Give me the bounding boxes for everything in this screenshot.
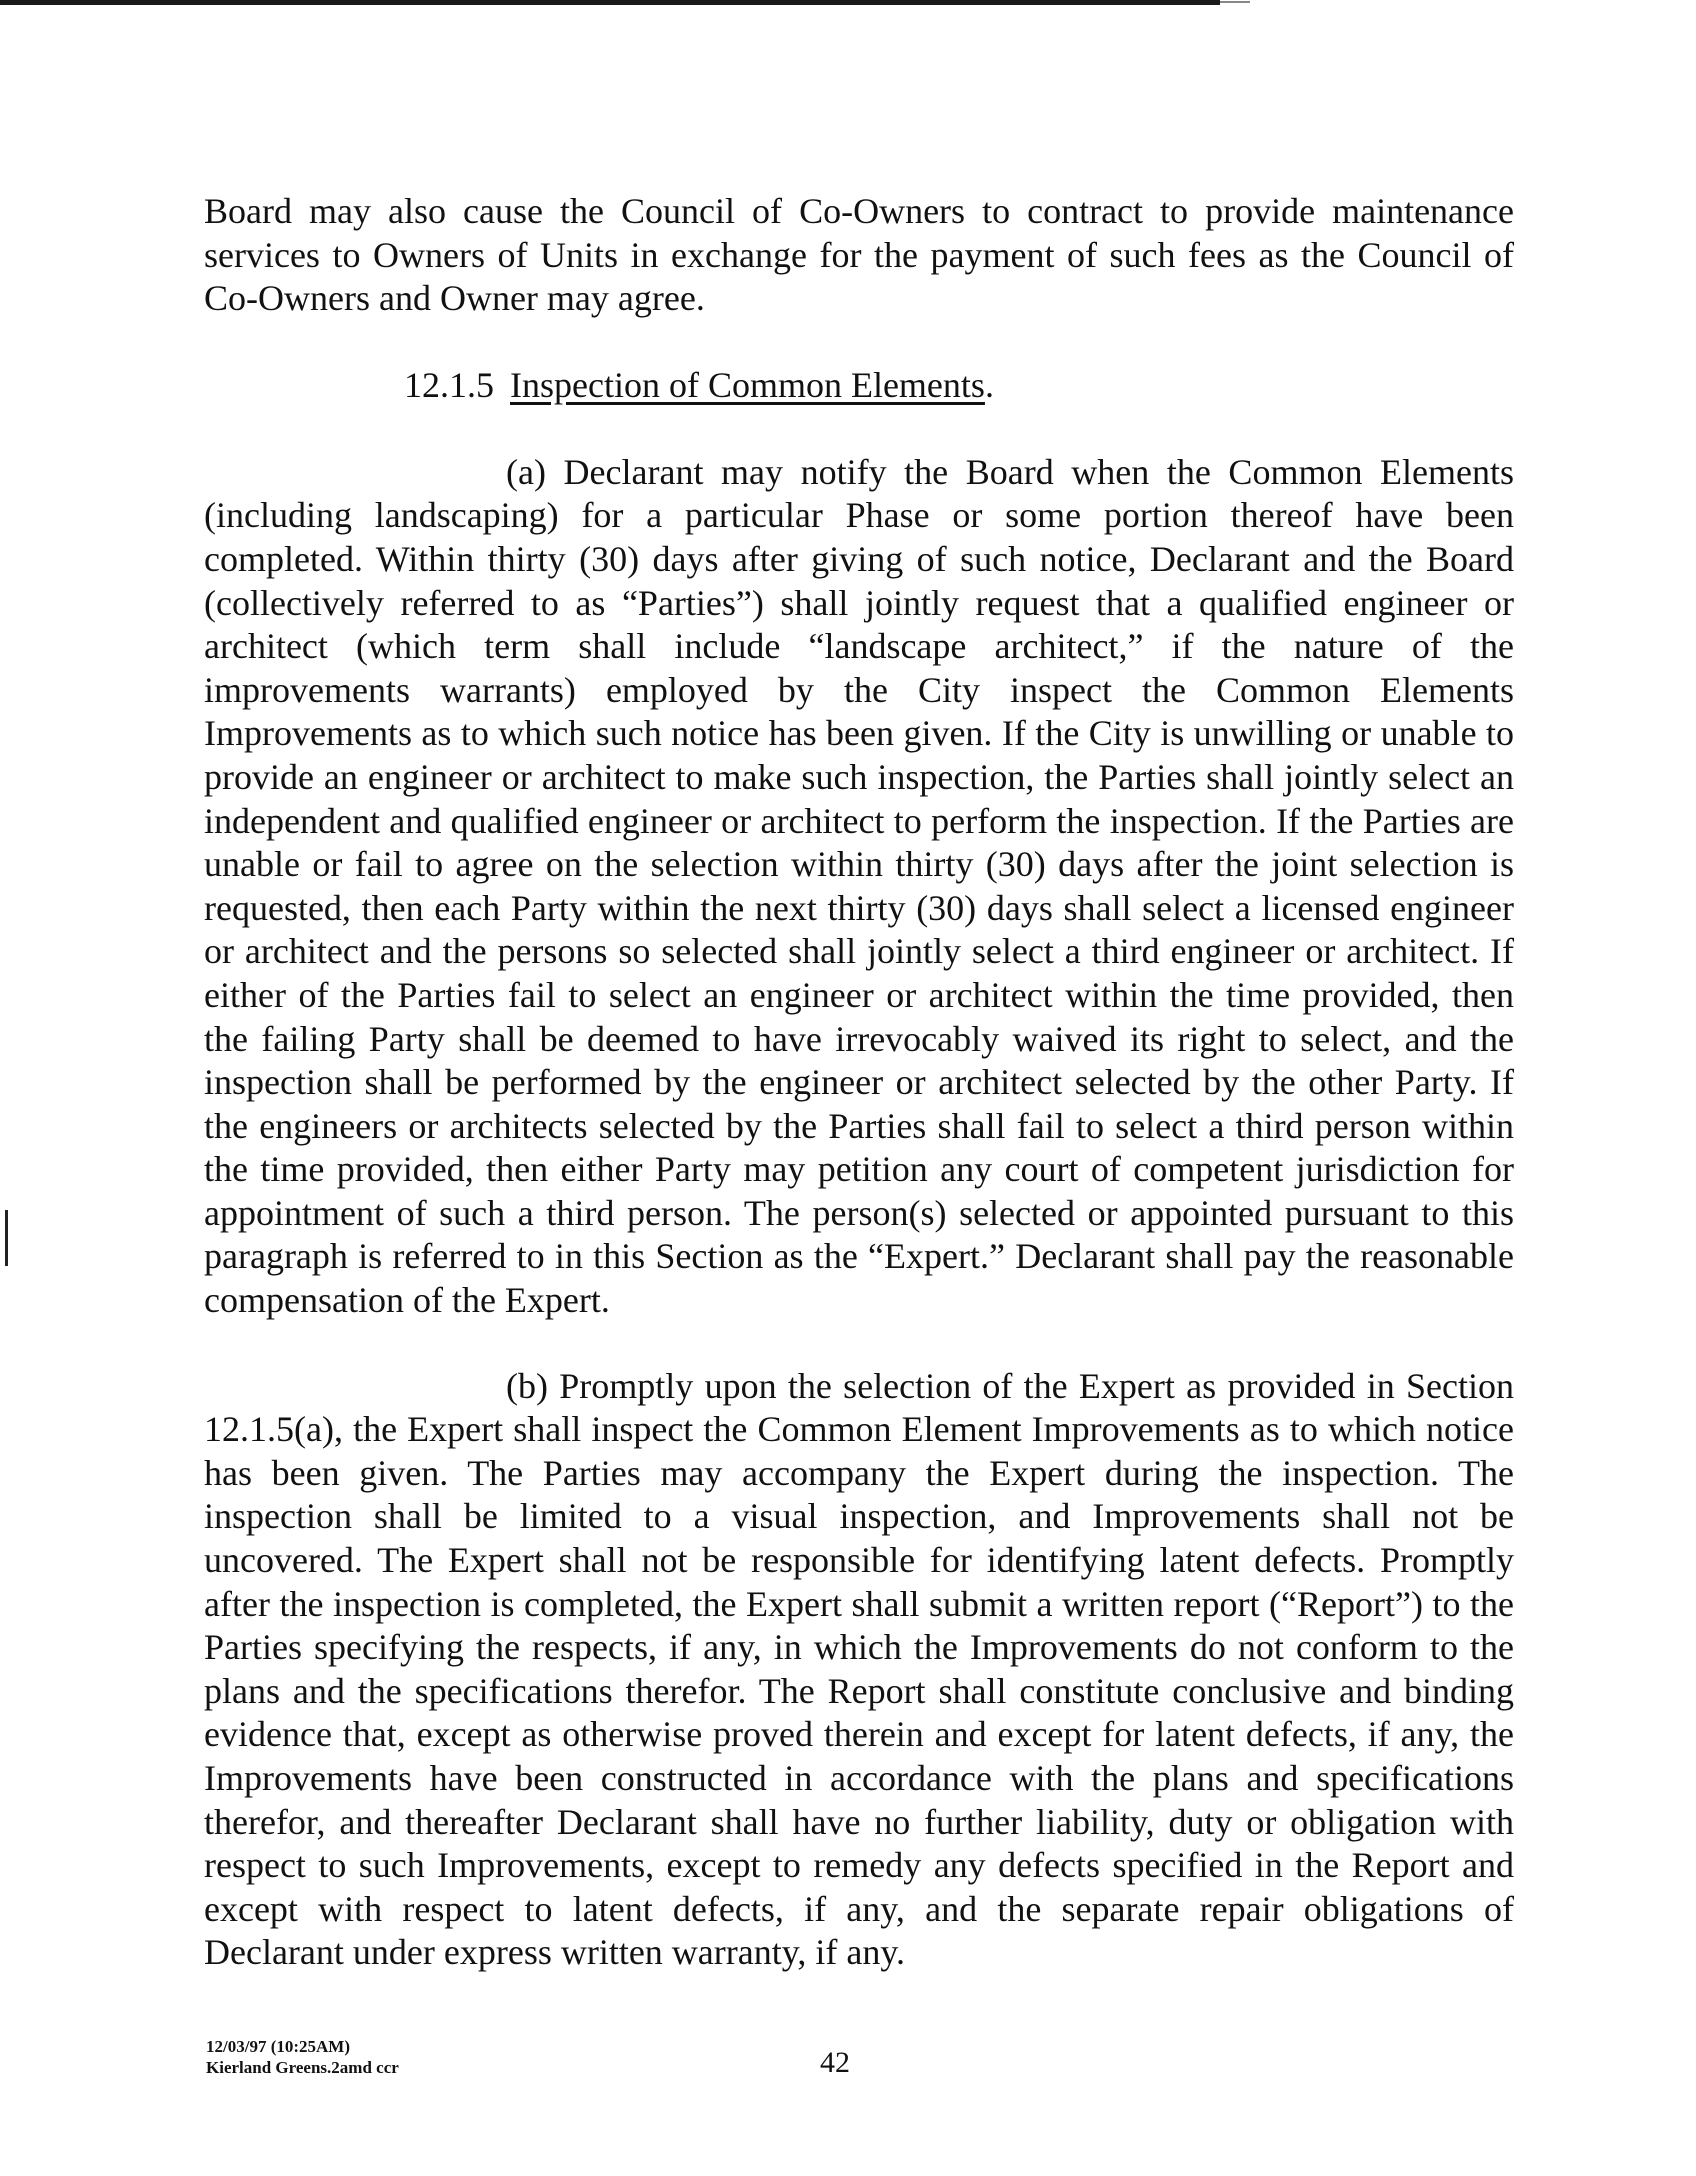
page-number: 42 [820,2046,850,2079]
footer-timestamp: 12/03/97 (10:25AM) [206,2037,351,2056]
top-scan-rule-tail [1220,1,1250,3]
footer-filename: Kierland Greens.2amd ccr [206,2058,399,2077]
subsection-a-paragraph: (a) Declarant may notify the Board when the Common Elements (including landscaping) for a particular Phase or some portion thereof have been completed. Within thirty (30) days after giving of such notice, Declarant and the Board (collectively referred to as “Parties”) shall jointly request that a qualified engineer or architect (which term shall include “landscape architect,” if the nature of the improvements warrants) employed by the City inspect the Common Elements Improvements as to which such notice has been given. If the City is unwilling or unable to provide an engineer or architect to make such inspection, the Parties shall jointly select an independent and qualified engineer or architect to perform the inspection. If the Parties are unable or fail to agree on the selection within thirty (30) days after the joint selection is requested, then each Party within the next thirty (30) days shall select a licensed engineer or architect and the persons so selected shall jointly select a third engineer or architect. If either of the Parties fail to select an engineer or architect within the time provided, then the failing Party shall be deemed to have irrevocably waived its right to select, and the inspection shall be performed by the engineer or architect selected by the other Party. If the engineers or architects selected by the Parties shall fail to select a third person within the time provided, then either Party may petition any court of competent jurisdiction for appointment of such a third person. The person(s) selected or appointed pursuant to this paragraph is referred to in this Section as the “Expert.” Declarant shall pay the reasonable compensation of the Expert. [204,451,1514,1321]
section-title-period: . [984,364,994,405]
left-scan-mark [5,1210,8,1266]
subsection-b-paragraph: (b) Promptly upon the selection of the Expert as provided in Section 12.1.5(a), the Expert shall inspect the Common Element Improvements as to which notice has been given. The Parties may accompany the Expert during the inspection. The inspection shall be limited to a visual inspection, and Improvements shall not be uncovered. The Expert shall not be responsible for identifying latent defects. Promptly after the inspection is completed, the Expert shall submit a written report (“Report”) to the Parties specifying the respects, if any, in which the Improvements do not conform to the plans and the specifications therefor. The Report shall constitute conclusive and binding evidence that, except as otherwise proved therein and except for latent defects, if any, the Improvements have been constructed in accordance with the plans and specifications therefor, and thereafter Declarant shall have no further liability, duty or obligation with respect to such Improvements, except to remedy any defects specified in the Report and except with respect to latent defects, if any, and the separate repair obligations of Declarant under express written warranty, if any. [204,1365,1514,1973]
section-number: 12.1.5 [404,364,494,405]
top-scan-rule [0,0,1220,5]
document-body [204,190,1514,1975]
section-title: Inspection of Common Elements [510,364,985,405]
intro-paragraph: Board may also cause the Council of Co-Owners to contract to provide maintenance services to Owners of Units in exchange for the payment of such fees as the Council of Co-Owners and Owner may agree. [204,191,1514,319]
section-heading [204,363,1514,407]
footer-document-info [206,2036,399,2078]
